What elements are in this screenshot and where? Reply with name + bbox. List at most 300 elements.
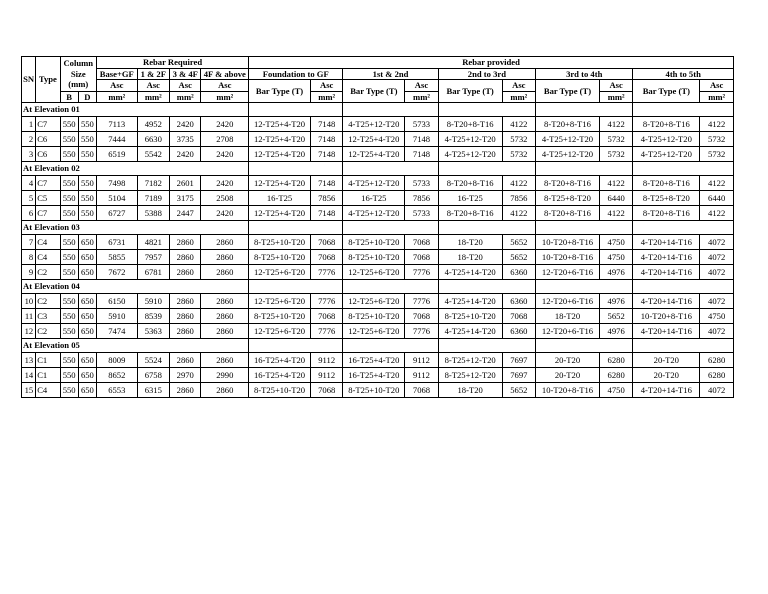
header-type: Type [36, 57, 60, 103]
header-bar-type: Bar Type (T) [438, 80, 502, 103]
section-row [22, 280, 734, 294]
cell-bar-type: 4-T20+14-T16 [633, 265, 700, 280]
cell-bar-type: 8-T25+10-T20 [343, 250, 405, 265]
section-blank [438, 339, 535, 353]
cell-bar-type: 10-T20+8-T16 [536, 250, 600, 265]
cell-asc-provided: 7148 [405, 147, 438, 162]
cell-sn: 13 [22, 353, 36, 368]
cell-asc-required: 5910 [137, 294, 169, 309]
cell-bar-type: 4-T25+12-T20 [536, 132, 600, 147]
cell-type: C1 [36, 368, 60, 383]
header-asc: Asc [137, 80, 169, 92]
cell-bar-type: 4-T25+12-T20 [438, 147, 502, 162]
header-prov-group: 4th to 5th [633, 68, 734, 80]
cell-bar-type: 8-T25+10-T20 [343, 383, 405, 398]
cell-bar-type: 8-T25+8-T20 [633, 191, 700, 206]
cell-asc-required: 5524 [137, 353, 169, 368]
cell-asc-provided: 5733 [405, 176, 438, 191]
cell-asc-required: 2970 [170, 368, 201, 383]
table-row [22, 265, 734, 280]
table-row [22, 235, 734, 250]
table-row [22, 147, 734, 162]
cell-bar-type: 8-T25+10-T20 [249, 383, 311, 398]
section-blank [249, 103, 343, 117]
section-blank [633, 162, 734, 176]
header-asc: Asc [97, 80, 138, 92]
cell-asc-provided: 4976 [599, 324, 632, 339]
section-title: At Elevation 01 [22, 103, 249, 117]
cell-asc-provided: 7068 [405, 383, 438, 398]
cell-type: C2 [36, 265, 60, 280]
cell-b: 550 [60, 250, 78, 265]
cell-sn: 9 [22, 265, 36, 280]
header-req-group: 1 & 2F [137, 68, 169, 80]
cell-asc-provided: 7068 [405, 309, 438, 324]
cell-asc-required: 2860 [201, 265, 249, 280]
header-bar-type: Bar Type (T) [536, 80, 600, 103]
cell-asc-required: 2860 [201, 250, 249, 265]
cell-asc-provided: 7148 [310, 132, 342, 147]
section-blank [438, 162, 535, 176]
cell-type: C3 [36, 309, 60, 324]
header-asc: Asc [405, 80, 438, 92]
cell-bar-type: 20-T20 [633, 353, 700, 368]
cell-asc-required: 2601 [170, 176, 201, 191]
cell-sn: 10 [22, 294, 36, 309]
cell-asc-provided: 5733 [405, 117, 438, 132]
cell-asc-provided: 5732 [700, 147, 734, 162]
cell-asc-provided: 4750 [599, 383, 632, 398]
cell-asc-provided: 4750 [599, 235, 632, 250]
cell-b: 550 [60, 147, 78, 162]
header-unit: mm² [502, 91, 535, 103]
section-title: At Elevation 04 [22, 280, 249, 294]
cell-d: 650 [78, 324, 96, 339]
cell-asc-provided: 7856 [502, 191, 535, 206]
cell-asc-required: 2860 [170, 309, 201, 324]
cell-asc-required: 6553 [97, 383, 138, 398]
cell-bar-type: 4-T25+14-T20 [438, 265, 502, 280]
cell-bar-type: 18-T20 [536, 309, 600, 324]
cell-bar-type: 8-T20+8-T16 [633, 206, 700, 221]
cell-asc-required: 5542 [137, 147, 169, 162]
cell-asc-provided: 6440 [700, 191, 734, 206]
cell-bar-type: 20-T20 [536, 353, 600, 368]
cell-type: C7 [36, 176, 60, 191]
cell-asc-required: 8539 [137, 309, 169, 324]
cell-type: C6 [36, 147, 60, 162]
cell-bar-type: 12-T25+4-T20 [249, 206, 311, 221]
section-title: At Elevation 05 [22, 339, 249, 353]
cell-asc-required: 6519 [97, 147, 138, 162]
cell-asc-required: 6731 [97, 235, 138, 250]
cell-bar-type: 8-T25+10-T20 [343, 235, 405, 250]
table-row [22, 368, 734, 383]
section-blank [633, 221, 734, 235]
cell-bar-type: 4-T25+14-T20 [438, 294, 502, 309]
cell-bar-type: 8-T20+8-T16 [633, 117, 700, 132]
cell-bar-type: 16-T25 [438, 191, 502, 206]
cell-bar-type: 12-T25+6-T20 [249, 294, 311, 309]
table-row [22, 353, 734, 368]
cell-asc-provided: 6280 [700, 368, 734, 383]
cell-bar-type: 4-T20+14-T16 [633, 383, 700, 398]
cell-bar-type: 12-T20+6-T16 [536, 265, 600, 280]
cell-b: 550 [60, 324, 78, 339]
header-rebar-required: Rebar Required [97, 57, 249, 69]
cell-bar-type: 4-T25+14-T20 [438, 324, 502, 339]
cell-b: 550 [60, 309, 78, 324]
cell-asc-provided: 4122 [700, 206, 734, 221]
cell-asc-provided: 4976 [599, 294, 632, 309]
header-prov-group: 1st & 2nd [343, 68, 438, 80]
cell-asc-required: 2860 [170, 294, 201, 309]
section-blank [343, 103, 438, 117]
cell-asc-provided: 7776 [310, 324, 342, 339]
cell-bar-type: 4-T25+12-T20 [343, 206, 405, 221]
cell-sn: 2 [22, 132, 36, 147]
cell-sn: 3 [22, 147, 36, 162]
section-blank [249, 221, 343, 235]
cell-asc-required: 2420 [201, 117, 249, 132]
cell-b: 550 [60, 383, 78, 398]
cell-asc-provided: 4976 [599, 265, 632, 280]
cell-d: 550 [78, 191, 96, 206]
cell-asc-required: 2860 [170, 324, 201, 339]
cell-b: 550 [60, 265, 78, 280]
section-blank [343, 162, 438, 176]
section-row [22, 339, 734, 353]
cell-type: C5 [36, 191, 60, 206]
section-title: At Elevation 03 [22, 221, 249, 235]
cell-bar-type: 12-T25+4-T20 [343, 132, 405, 147]
cell-sn: 7 [22, 235, 36, 250]
cell-asc-required: 7957 [137, 250, 169, 265]
header-req-group: 4F & above [201, 68, 249, 80]
cell-asc-required: 2860 [170, 353, 201, 368]
header-b: B [60, 91, 78, 103]
cell-asc-required: 2420 [170, 117, 201, 132]
cell-bar-type: 4-T25+12-T20 [343, 117, 405, 132]
cell-bar-type: 12-T25+4-T20 [249, 132, 311, 147]
cell-d: 650 [78, 309, 96, 324]
cell-asc-provided: 4122 [599, 117, 632, 132]
cell-bar-type: 20-T20 [633, 368, 700, 383]
section-blank [633, 103, 734, 117]
cell-bar-type: 8-T20+8-T16 [536, 206, 600, 221]
cell-asc-required: 2508 [201, 191, 249, 206]
cell-asc-provided: 7856 [310, 191, 342, 206]
cell-bar-type: 16-T25 [249, 191, 311, 206]
cell-sn: 12 [22, 324, 36, 339]
cell-asc-required: 2420 [201, 147, 249, 162]
cell-asc-required: 5388 [137, 206, 169, 221]
cell-sn: 11 [22, 309, 36, 324]
cell-bar-type: 8-T20+8-T16 [633, 176, 700, 191]
cell-asc-provided: 7148 [310, 206, 342, 221]
cell-asc-provided: 6440 [599, 191, 632, 206]
cell-b: 550 [60, 294, 78, 309]
cell-bar-type: 8-T25+10-T20 [343, 309, 405, 324]
cell-sn: 4 [22, 176, 36, 191]
cell-asc-required: 2420 [201, 176, 249, 191]
cell-asc-required: 2860 [201, 294, 249, 309]
header-bar-type: Bar Type (T) [343, 80, 405, 103]
cell-bar-type: 4-T20+14-T16 [633, 250, 700, 265]
section-blank [536, 339, 633, 353]
section-blank [536, 103, 633, 117]
cell-d: 650 [78, 250, 96, 265]
header-prov-group: Foundation to GF [249, 68, 343, 80]
cell-bar-type: 16-T25+4-T20 [343, 368, 405, 383]
cell-asc-required: 2860 [170, 250, 201, 265]
header-d: D [78, 91, 96, 103]
cell-asc-provided: 5732 [700, 132, 734, 147]
cell-bar-type: 12-T25+6-T20 [343, 294, 405, 309]
cell-bar-type: 18-T20 [438, 383, 502, 398]
cell-b: 550 [60, 235, 78, 250]
cell-bar-type: 12-T25+6-T20 [343, 324, 405, 339]
cell-asc-provided: 7776 [310, 265, 342, 280]
table-row [22, 206, 734, 221]
cell-asc-required: 8009 [97, 353, 138, 368]
header-unit: mm² [170, 91, 201, 103]
cell-b: 550 [60, 206, 78, 221]
cell-asc-provided: 6280 [599, 353, 632, 368]
section-row [22, 221, 734, 235]
header-bar-type: Bar Type (T) [249, 80, 311, 103]
header-asc: Asc [599, 80, 632, 92]
cell-asc-required: 2860 [201, 235, 249, 250]
cell-asc-required: 2860 [170, 383, 201, 398]
cell-asc-required: 7672 [97, 265, 138, 280]
cell-d: 550 [78, 117, 96, 132]
section-blank [438, 280, 535, 294]
cell-b: 550 [60, 191, 78, 206]
cell-asc-provided: 4122 [599, 176, 632, 191]
cell-bar-type: 16-T25+4-T20 [249, 353, 311, 368]
section-blank [343, 280, 438, 294]
cell-asc-required: 2708 [201, 132, 249, 147]
cell-bar-type: 18-T20 [438, 235, 502, 250]
cell-asc-provided: 7148 [310, 147, 342, 162]
cell-bar-type: 8-T25+10-T20 [249, 235, 311, 250]
cell-d: 650 [78, 265, 96, 280]
cell-asc-required: 2860 [201, 309, 249, 324]
cell-d: 650 [78, 235, 96, 250]
cell-bar-type: 4-T25+12-T20 [633, 147, 700, 162]
cell-asc-required: 6150 [97, 294, 138, 309]
cell-type: C7 [36, 117, 60, 132]
cell-asc-provided: 4122 [502, 176, 535, 191]
header-column-size: Column Size (mm) [60, 57, 97, 92]
cell-asc-required: 2860 [201, 383, 249, 398]
cell-d: 650 [78, 353, 96, 368]
header-prov-group: 3rd to 4th [536, 68, 633, 80]
cell-asc-provided: 4122 [599, 206, 632, 221]
section-blank [536, 280, 633, 294]
cell-type: C4 [36, 250, 60, 265]
section-blank [536, 162, 633, 176]
header-asc: Asc [502, 80, 535, 92]
cell-type: C4 [36, 235, 60, 250]
header-rebar-provided: Rebar provided [249, 57, 734, 69]
section-title: At Elevation 02 [22, 162, 249, 176]
cell-bar-type: 8-T25+10-T20 [249, 309, 311, 324]
cell-bar-type: 4-T25+12-T20 [536, 147, 600, 162]
cell-bar-type: 8-T20+8-T16 [438, 206, 502, 221]
section-blank [249, 339, 343, 353]
cell-asc-required: 6630 [137, 132, 169, 147]
cell-asc-provided: 7068 [310, 250, 342, 265]
cell-asc-provided: 9112 [310, 353, 342, 368]
cell-bar-type: 8-T20+8-T16 [438, 176, 502, 191]
section-row [22, 162, 734, 176]
cell-asc-required: 8652 [97, 368, 138, 383]
cell-bar-type: 12-T20+6-T16 [536, 294, 600, 309]
header-req-group: 3 & 4F [170, 68, 201, 80]
cell-asc-required: 4821 [137, 235, 169, 250]
cell-asc-provided: 7776 [405, 294, 438, 309]
table-row [22, 324, 734, 339]
cell-bar-type: 20-T20 [536, 368, 600, 383]
cell-bar-type: 10-T20+8-T16 [633, 309, 700, 324]
cell-bar-type: 8-T20+8-T16 [438, 117, 502, 132]
header-sn: SN [22, 57, 36, 103]
cell-b: 550 [60, 368, 78, 383]
cell-asc-provided: 7856 [405, 191, 438, 206]
cell-asc-required: 2420 [201, 206, 249, 221]
cell-asc-provided: 4750 [599, 250, 632, 265]
cell-bar-type: 8-T25+10-T20 [438, 309, 502, 324]
section-row [22, 103, 734, 117]
cell-bar-type: 4-T20+14-T16 [633, 235, 700, 250]
cell-asc-required: 7444 [97, 132, 138, 147]
table-row [22, 383, 734, 398]
cell-asc-provided: 5652 [502, 250, 535, 265]
cell-asc-provided: 4072 [700, 265, 734, 280]
cell-asc-provided: 4122 [700, 117, 734, 132]
header-unit: mm² [137, 91, 169, 103]
cell-type: C2 [36, 324, 60, 339]
cell-asc-provided: 5732 [599, 147, 632, 162]
cell-bar-type: 12-T25+4-T20 [249, 117, 311, 132]
cell-asc-provided: 5732 [502, 147, 535, 162]
cell-d: 550 [78, 206, 96, 221]
cell-asc-required: 6727 [97, 206, 138, 221]
cell-asc-required: 7113 [97, 117, 138, 132]
cell-asc-provided: 6280 [599, 368, 632, 383]
cell-bar-type: 4-T20+14-T16 [633, 324, 700, 339]
cell-asc-provided: 6360 [502, 294, 535, 309]
cell-asc-provided: 7068 [310, 235, 342, 250]
cell-asc-required: 2447 [170, 206, 201, 221]
section-blank [343, 221, 438, 235]
header-asc: Asc [170, 80, 201, 92]
cell-asc-required: 3175 [170, 191, 201, 206]
cell-asc-provided: 7776 [310, 294, 342, 309]
section-blank [343, 339, 438, 353]
cell-bar-type: 12-T25+6-T20 [249, 324, 311, 339]
cell-type: C6 [36, 132, 60, 147]
header-prov-group: 2nd to 3rd [438, 68, 535, 80]
header-asc: Asc [310, 80, 342, 92]
cell-bar-type: 10-T20+8-T16 [536, 383, 600, 398]
cell-asc-provided: 9112 [405, 368, 438, 383]
cell-asc-provided: 4072 [700, 324, 734, 339]
cell-bar-type: 10-T20+8-T16 [536, 235, 600, 250]
table-row [22, 117, 734, 132]
cell-asc-provided: 5652 [599, 309, 632, 324]
cell-asc-provided: 4072 [700, 294, 734, 309]
section-blank [633, 280, 734, 294]
cell-bar-type: 4-T25+12-T20 [438, 132, 502, 147]
cell-asc-provided: 9112 [310, 368, 342, 383]
cell-asc-required: 7189 [137, 191, 169, 206]
cell-b: 550 [60, 132, 78, 147]
section-blank [633, 339, 734, 353]
cell-bar-type: 8-T25+12-T20 [438, 368, 502, 383]
cell-asc-required: 6758 [137, 368, 169, 383]
cell-asc-required: 2860 [170, 265, 201, 280]
cell-bar-type: 4-T25+12-T20 [343, 176, 405, 191]
cell-asc-provided: 4750 [700, 309, 734, 324]
header-asc: Asc [201, 80, 249, 92]
cell-bar-type: 18-T20 [438, 250, 502, 265]
cell-bar-type: 8-T20+8-T16 [536, 117, 600, 132]
cell-asc-provided: 7776 [405, 265, 438, 280]
cell-asc-provided: 4122 [700, 176, 734, 191]
cell-asc-required: 2990 [201, 368, 249, 383]
cell-asc-required: 2860 [201, 324, 249, 339]
cell-asc-required: 2420 [170, 147, 201, 162]
section-blank [438, 221, 535, 235]
rebar-schedule-table [21, 56, 734, 398]
cell-asc-required: 7182 [137, 176, 169, 191]
cell-type: C2 [36, 294, 60, 309]
section-blank [536, 221, 633, 235]
cell-asc-provided: 9112 [405, 353, 438, 368]
cell-type: C1 [36, 353, 60, 368]
table-row [22, 191, 734, 206]
cell-type: C7 [36, 206, 60, 221]
table-row [22, 294, 734, 309]
cell-d: 650 [78, 383, 96, 398]
cell-asc-required: 5363 [137, 324, 169, 339]
cell-bar-type: 8-T25+12-T20 [438, 353, 502, 368]
cell-asc-provided: 7068 [310, 383, 342, 398]
cell-asc-provided: 7068 [405, 250, 438, 265]
header-unit: mm² [201, 91, 249, 103]
cell-asc-provided: 5733 [405, 206, 438, 221]
cell-asc-required: 2860 [201, 353, 249, 368]
cell-bar-type: 4-T25+12-T20 [633, 132, 700, 147]
cell-bar-type: 12-T20+6-T16 [536, 324, 600, 339]
cell-asc-provided: 5732 [502, 132, 535, 147]
cell-asc-provided: 4072 [700, 383, 734, 398]
cell-asc-required: 5104 [97, 191, 138, 206]
cell-d: 550 [78, 176, 96, 191]
cell-d: 650 [78, 368, 96, 383]
cell-asc-provided: 7068 [310, 309, 342, 324]
cell-sn: 8 [22, 250, 36, 265]
cell-asc-provided: 6360 [502, 265, 535, 280]
header-unit: mm² [405, 91, 438, 103]
cell-bar-type: 16-T25 [343, 191, 405, 206]
cell-bar-type: 8-T25+10-T20 [249, 250, 311, 265]
cell-asc-provided: 5652 [502, 235, 535, 250]
cell-b: 550 [60, 117, 78, 132]
